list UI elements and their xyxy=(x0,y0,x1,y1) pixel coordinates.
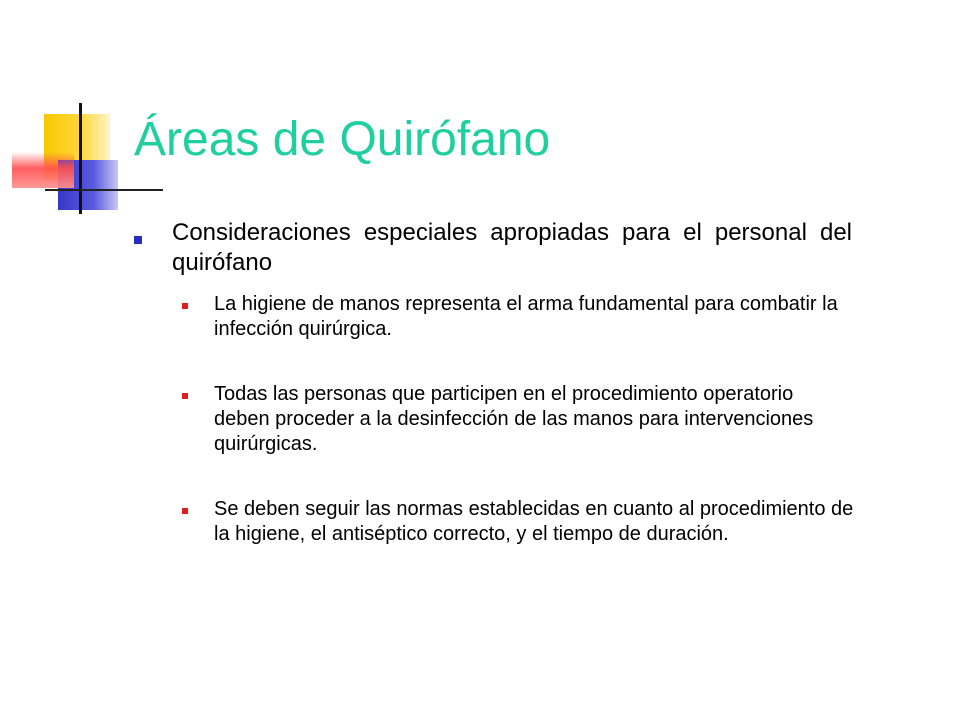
sub-bullet-list xyxy=(182,292,854,547)
blue-square-bullet-icon xyxy=(134,236,142,244)
slide-content xyxy=(134,218,854,587)
sub-bullet-text: Todas las personas que participen en el procedimiento operatorio deben proceder a la desinfección de las manos para intervenciones quirúrgicas. xyxy=(214,383,814,455)
red-square-shape xyxy=(12,152,74,188)
red-square-bullet-icon xyxy=(182,508,188,514)
sub-bullet-item xyxy=(182,497,854,547)
horizontal-line-shape xyxy=(45,189,163,191)
sub-bullet-text: Se deben seguir las normas establecidas en cuanto al procedimiento de la higiene, el antiséptico correcto, y el tiempo de duración. xyxy=(214,498,854,545)
vertical-line-shape xyxy=(79,103,82,214)
slide-title: Áreas de Quirófano xyxy=(134,113,551,166)
sub-bullet-text: La higiene de manos representa el arma fundamental para combatir la infección quirúrgica. xyxy=(214,293,838,340)
sub-bullet-item xyxy=(182,382,854,457)
sub-bullet-item xyxy=(182,292,854,342)
red-square-bullet-icon xyxy=(182,303,188,309)
red-square-bullet-icon xyxy=(182,393,188,399)
bullet-text: Consideraciones especiales apropiadas para el personal del quirófano xyxy=(172,219,852,276)
bullet-item xyxy=(134,218,854,278)
